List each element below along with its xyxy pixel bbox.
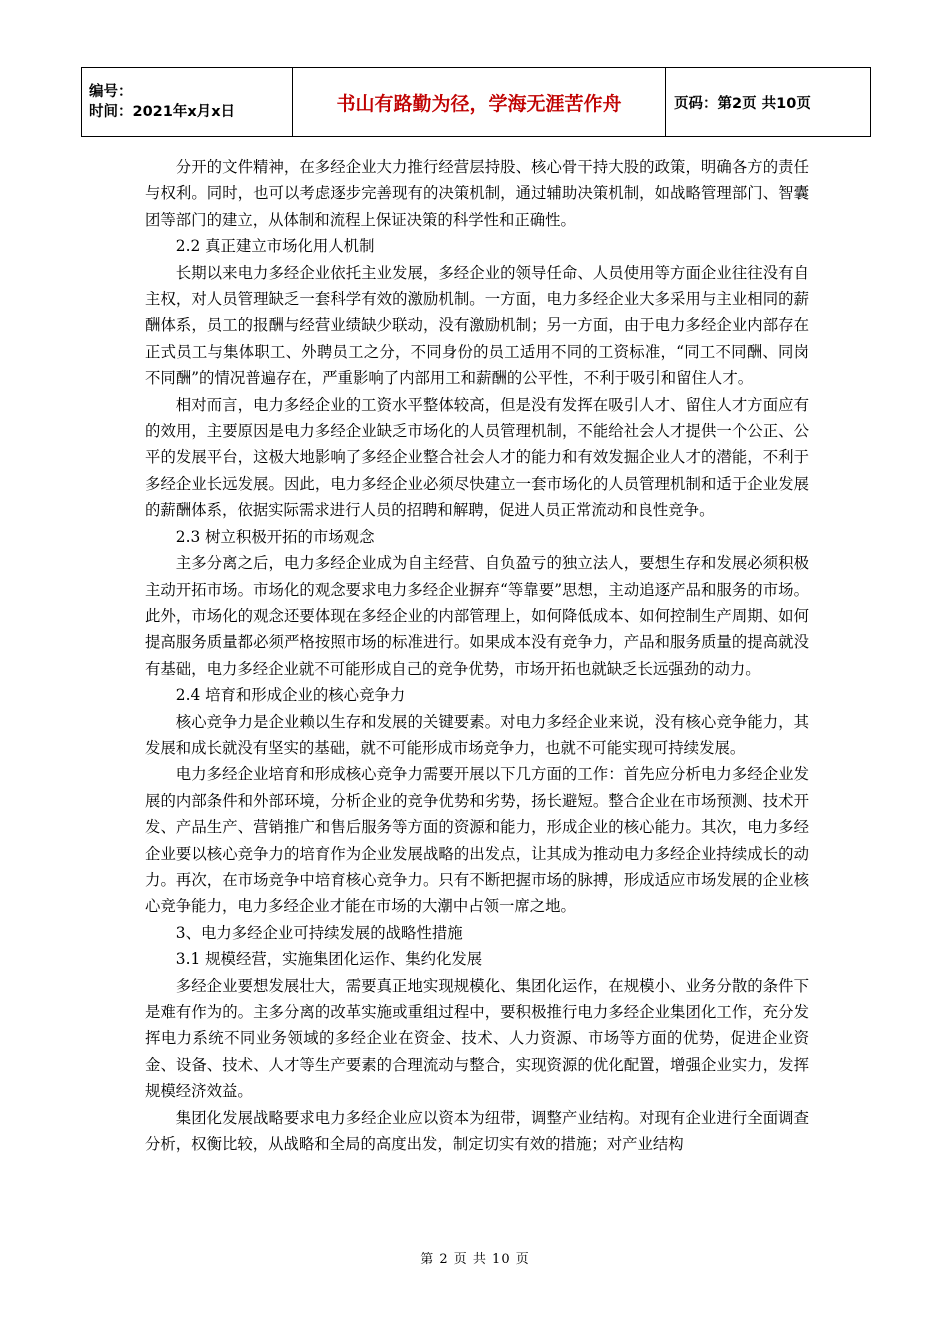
paragraph-continuation: 分开的文件精神，在多经企业大力推行经营层持股、核心骨干持大股的政策，明确各方的责任与权利。同时，也可以考虑逐步完善现有的决策机制，通过辅助决策机制，如战略管理部门、智囊团等部门的建立，从体制和流程上保证决策的科学性和正确性。 — [145, 158, 809, 229]
paragraph: 多经企业要想发展壮大，需要真正地实现规模化、集团化运作，在规模小、业务分散的条件下是难有作为的。主多分离的改革实施或重组过程中，要积极推行电力多经企业集团化工作，充分发挥电力系统不同业务领域的多经企业在资金、技术、人力资源、市场等方面的优势，促进企业资金、设备、技术、人才等生产要素的合理流动与整合，实现资源的优化配置，增强企业实力，发挥规模经济效益。 — [145, 976, 809, 1101]
paragraph: 集团化发展战略要求电力多经企业应以资本为纽带，调整产业结构。对现有企业进行全面调查分析，权衡比较，从战略和全局的高度出发，制定切实有效的措施；对产业结构 — [145, 1108, 809, 1154]
document-date: 时间：2021年x月x日 — [89, 104, 236, 120]
paragraph: 长期以来电力多经企业依托主业发展，多经企业的领导任命、人员使用等方面企业往往没有自主权，对人员管理缺乏一套科学有效的激励机制。一方面，电力多经企业大多采用与主业相同的薪酬体系，员工的报酬与经营业绩缺少联动，没有激励机制；另一方面，由于电力多经企业内部存在正式员工与集体职工、外聘员工之分，不同身份的员工适用不同的工资标准，“同工不同酬、同岗不同酬”的情况普遍存在，严重影响了内部用工和薪酬的公平性，不利于吸引和留住人才。 — [145, 263, 809, 388]
paragraph: 主多分离之后，电力多经企业成为自主经营、自负盈亏的独立法人，要想生存和发展必须积极主动开拓市场。市场化的观念要求电力多经企业摒弃“等靠要”思想，主动追逐产品和服务的市场。此外，市场化的观念还要体现在多经企业的内部管理上，如何降低成本、如何控制生产周期、如何提高服务质量都必须严格按照市场的标准进行。如果成本没有竞争力，产品和服务质量的提高就没有基础，电力多经企业就不可能形成自己的竞争优势，市场开拓也就缺乏长远强劲的动力。 — [145, 554, 809, 678]
section-heading-2-3: 2.3 树立积极开拓的市场观念 — [175, 527, 375, 546]
section-heading-2-4: 2.4 培育和形成企业的核心竞争力 — [175, 686, 406, 705]
header-motto: 书山有路勤为径，学海无涯苦作舟 — [293, 68, 666, 137]
page-footer: 第 2 页 共 10 页 — [420, 1252, 530, 1267]
paragraph: 核心竞争力是企业赖以生存和发展的关键要素。对电力多经企业来说，没有核心竞争能力，其发展和成长就没有坚实的基础，就不可能形成市场竞争力，也就不可能实现可持续发展。 — [145, 712, 809, 757]
section-heading-3-1: 3.1 规模经营，实施集团化运作、集约化发展 — [175, 950, 483, 969]
section-heading-3: 3、电力多经企业可持续发展的战略性措施 — [175, 923, 463, 942]
header-left-cell — [82, 68, 293, 137]
document-body — [145, 154, 809, 1157]
header-page-info: 页码：第2页 共10页 — [666, 68, 871, 137]
document-header — [81, 67, 871, 137]
paragraph: 相对而言，电力多经企业的工资水平整体较高，但是没有发挥在吸引人才、留住人才方面应有的效用，主要原因是电力多经企业缺乏市场化的人员管理机制，不能给社会人才提供一个公正、公平的发展平台，这极大地影响了多经企业整合社会人才的能力和有效发掘企业人才的潜能，不利于多经企业长远发展。因此，电力多经企业必须尽快建立一套市场化的人员管理机制和适于企业发展的薪酬体系，依据实际需求进行人员的招聘和解聘，促进人员正常流动和良性竞争。 — [145, 395, 809, 520]
paragraph: 电力多经企业培育和形成核心竞争力需要开展以下几方面的工作：首先应分析电力多经企业发展的内部条件和外部环境，分析企业的竞争优势和劣势，扬长避短。整合企业在市场预测、技术开发、产品生产、营销推广和售后服务等方面的资源和能力，形成企业的核心能力。其次，电力多经企业要以核心竞争力的培育作为企业发展战略的出发点，让其成为推动电力多经企业持续成长的动力。再次，在市场竞争中培育核心竞争力。只有不断把握市场的脉搏，形成适应市场发展的企业核心竞争能力，电力多经企业才能在市场的大潮中占领一席之地。 — [145, 765, 809, 916]
document-number-label: 编号： — [89, 84, 133, 100]
section-heading-2-2: 2.2 真正建立市场化用人机制 — [175, 237, 375, 256]
